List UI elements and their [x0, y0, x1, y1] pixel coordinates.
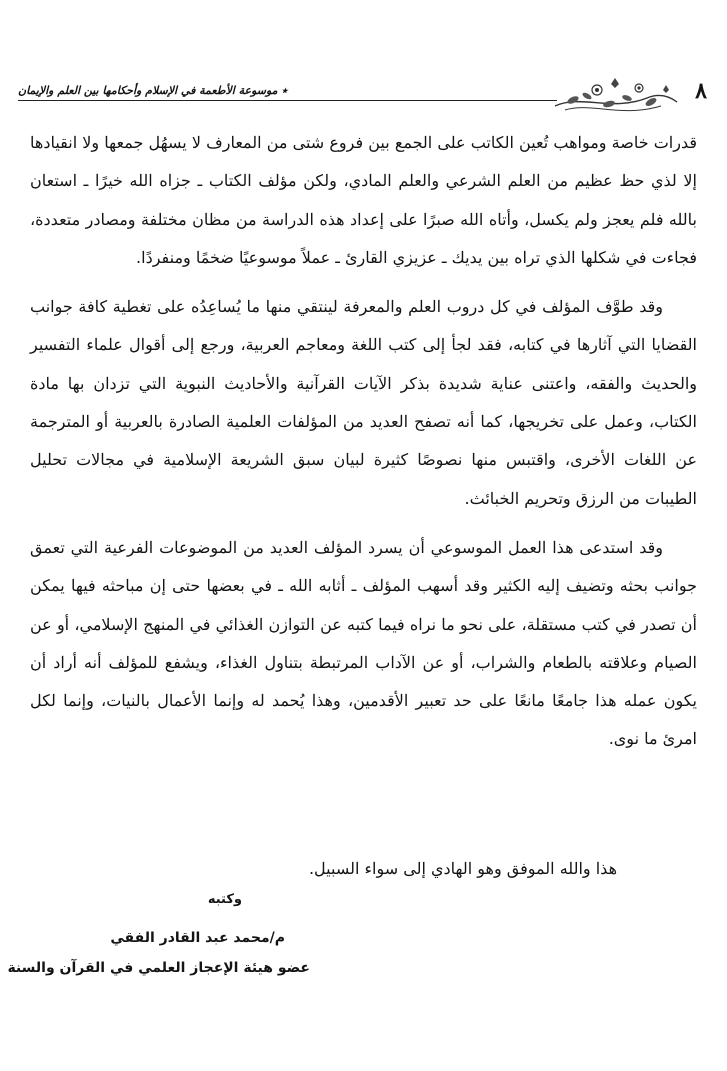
page-header — [18, 78, 707, 114]
paragraph: وقد طوَّف المؤلف في كل دروب العلم والمعرفة لينتقي منها ما يُساعِدُه على تغطية كافة جوانب القضايا التي آثارها في كتابه، فقد لجأ إلى كتب اللغة ومعاجم العربية، ورجع إلى أقوال علماء التفسير والحديث والفقه، واعتنى عناية شديدة بذكر الآيات القرآنية والأحاديث النبوية التي تزدان بها مادة الكتاب، وعمل على تخريجها، كما أنه تصفح العديد من المؤلفات العلمية الصادرة بالعربية أو المترجمة عن اللغات الأخرى، واقتبس منها نصوصًا كثيرة لبيان سبق الشريعة الإسلامية في مجالات تحليل الطيبات من الرزق وتحريم الخبائث. — [30, 297, 697, 508]
running-title: ٭ موسوعة الأطعمة في الإسلام وأحكامها بين العلم والإيمان — [18, 84, 288, 97]
body-text — [30, 124, 697, 770]
author-title: عضو هيئة الإعجاز العلمي في القرآن والسنة — [7, 960, 310, 976]
page-number: ٨ — [695, 78, 707, 104]
paragraph: قدرات خاصة ومواهب تُعين الكاتب على الجمع بين فروع شتى من المعارف لا يسهُل جمعها ولا انقيادها إلا لذي حظ عظيم من العلم الشرعي والعلم المادي، ولكن مؤلف الكتاب ـ جزاه الله خيرًا ـ استعان بالله فلم يعجز ولم يكسل، وأتاه الله صبرًا على إعداد هذه الدراسة من مظان مختلفة ومصادر متعددة، فجاءت في شكلها الذي تراه بين يديك ـ عزيزي القارئ ـ عملاً موسوعيًا ضخمًا ومنفردًا. — [30, 133, 697, 267]
closing-line: هذا والله الموفق وهو الهادي إلى سواء السبيل. — [308, 859, 617, 878]
header-rule — [18, 100, 557, 101]
signature-written-by: وكتبه — [207, 892, 242, 907]
author-name: م/محمد عبد القادر الفقي — [110, 930, 285, 946]
paragraph: وقد استدعى هذا العمل الموسوعي أن يسرد المؤلف العديد من الموضوعات الفرعية التي تعمق جوانب بحثه وتضيف إليه الكثير وقد أسهب المؤلف ـ أثابه الله ـ في بعضها حتى إن مباحثه فيها يمكن أن تصدر في كتب مستقلة، على نحو ما نراه فيما كتبه عن التوازن الغذائي في المنهج الإسلامي، أو عن الصيام وعلاقته بالطعام والشراب، أو عن الآداب المرتبطة بتناول الغذاء، ويشفع للمؤلف أنه أراد أن يكون عمله هذا جامعًا مانعًا على حد تعبير الأقدمين، وهذا يُحمد له وإنما الأعمال بالنيات، وإنما لكل امرئ ما نوى. — [30, 537, 698, 749]
floral-ornament-icon — [551, 72, 681, 118]
